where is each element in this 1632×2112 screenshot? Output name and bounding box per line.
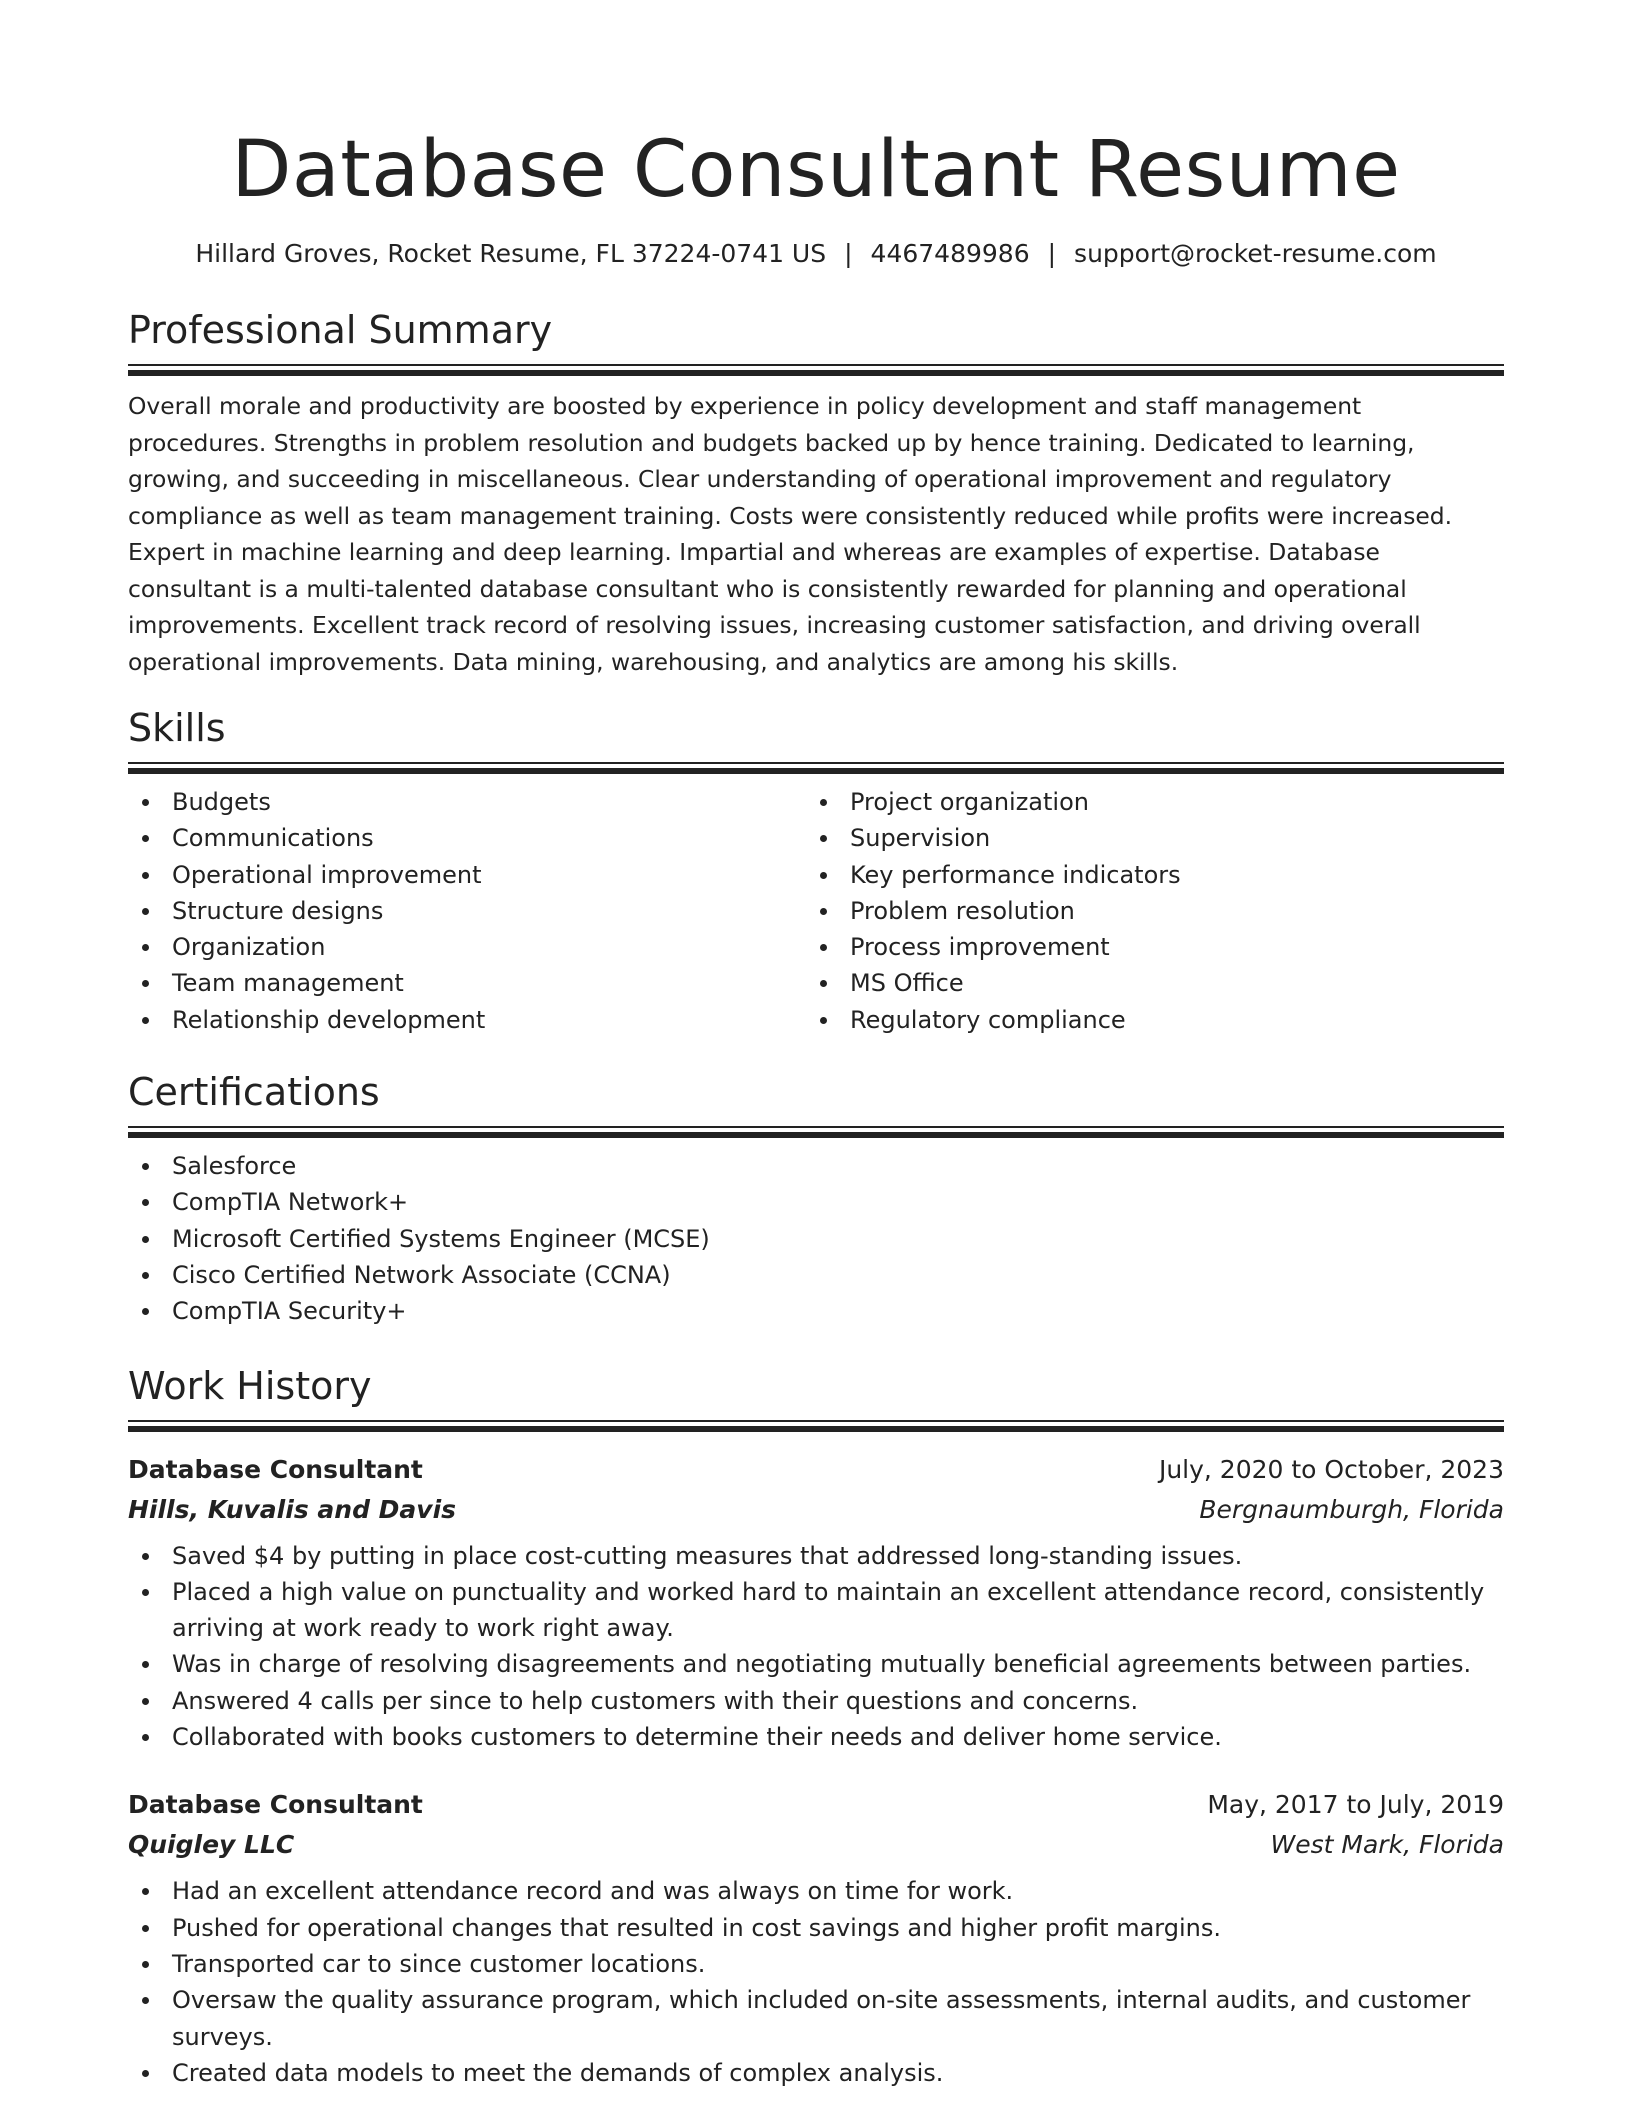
section-divider bbox=[128, 1126, 1504, 1138]
certification-item: Microsoft Certified Systems Engineer (MCSE) bbox=[128, 1221, 1504, 1257]
job-bullet: Was in charge of resolving disagreements and negotiating mutually beneficial agreements between parties. bbox=[128, 1646, 1504, 1682]
job-bullets bbox=[128, 1873, 1504, 2091]
job-dates: July, 2020 to October, 2023 bbox=[1158, 1454, 1504, 1484]
skill-item: Problem resolution bbox=[806, 893, 1484, 929]
skill-item: Operational improvement bbox=[128, 857, 806, 893]
certification-item: CompTIA Security+ bbox=[128, 1293, 1504, 1329]
job-bullet: Answered 4 calls per since to help customers with their questions and concerns. bbox=[128, 1683, 1504, 1719]
certifications-list bbox=[128, 1148, 1504, 1329]
skill-item: Organization bbox=[128, 929, 806, 965]
job-bullet: Transported car to since customer locations. bbox=[128, 1946, 1504, 1982]
page-title: Database Consultant Resume bbox=[231, 125, 1401, 215]
skills-heading: Skills bbox=[128, 706, 226, 750]
job-bullet: Pushed for operational changes that resulted in cost savings and higher profit margins. bbox=[128, 1910, 1504, 1946]
work-history-section bbox=[128, 1360, 1504, 2092]
job-title-row bbox=[128, 1450, 1504, 1490]
certifications-section bbox=[128, 1066, 1504, 1329]
job-bullet: Collaborated with books customers to determine their needs and deliver home service. bbox=[128, 1719, 1504, 1755]
skill-item: Supervision bbox=[806, 820, 1484, 856]
section-divider bbox=[128, 364, 1504, 376]
certification-item: Cisco Certified Network Associate (CCNA) bbox=[128, 1257, 1504, 1293]
job-entry bbox=[128, 1785, 1504, 2091]
job-dates: May, 2017 to July, 2019 bbox=[1207, 1790, 1504, 1820]
skill-item: Regulatory compliance bbox=[806, 1002, 1484, 1038]
skills-grid bbox=[128, 784, 1504, 1038]
work-history-heading: Work History bbox=[128, 1363, 372, 1408]
contact-email[interactable]: support@rocket-resume.com bbox=[1074, 239, 1437, 268]
job-company-row bbox=[128, 1490, 1504, 1530]
job-bullet: Oversaw the quality assurance program, which included on-site assessments, internal audits, and customer surveys. bbox=[128, 1982, 1504, 2055]
skill-item: MS Office bbox=[806, 965, 1484, 1001]
contact-separator: | bbox=[844, 239, 853, 268]
section-divider bbox=[128, 1420, 1504, 1432]
contact-address: Hillard Groves, Rocket Resume, FL 37224-0741 US bbox=[195, 239, 827, 268]
contact-line bbox=[128, 236, 1504, 272]
job-company: Hills, Kuvalis and Davis bbox=[128, 1494, 457, 1524]
summary-heading: Professional Summary bbox=[128, 308, 553, 352]
skill-item: Budgets bbox=[128, 784, 806, 820]
job-title-row bbox=[128, 1785, 1504, 1825]
job-bullets bbox=[128, 1538, 1504, 1756]
skills-column-left bbox=[128, 784, 806, 1038]
skill-item: Structure designs bbox=[128, 893, 806, 929]
job-title: Database Consultant bbox=[128, 1790, 423, 1820]
summary-text: Overall morale and productivity are boosted by experience in policy development and staff management procedures. Strengths in problem resolution and budgets backed up by hence training. Dedicated to learning, growing, and succeeding in miscellaneous. Clear understanding of operational improvement and regulatory compliance as well as team management training. Costs were consistently reduced while profits were increased. Expert in machine learning and deep learning. Impartial and whereas are examples of expertise. Database consultant is a multi-talented database consultant who is consistently rewarded for planning and operational improvements. Excellent track record of resolving issues, increasing customer satisfaction, and driving overall operational improvements. Data mining, warehousing, and analytics are among his skills. bbox=[128, 392, 1453, 676]
job-bullet: Created data models to meet the demands of complex analysis. bbox=[128, 2055, 1504, 2091]
resume-page bbox=[128, 0, 1504, 2091]
job-bullet: Had an excellent attendance record and was always on time for work. bbox=[128, 1873, 1504, 1909]
job-bullet: Placed a high value on punctuality and worked hard to maintain an excellent attendance record, consistently arriving at work ready to work right away. bbox=[128, 1574, 1504, 1647]
job-company: Quigley LLC bbox=[128, 1830, 295, 1860]
skill-item: Team management bbox=[128, 965, 806, 1001]
job-title: Database Consultant bbox=[128, 1454, 423, 1484]
job-bullet: Saved $4 by putting in place cost-cutting measures that addressed long-standing issues. bbox=[128, 1538, 1504, 1574]
section-divider bbox=[128, 762, 1504, 774]
skills-column-right bbox=[806, 784, 1484, 1038]
summary-section bbox=[128, 304, 1504, 680]
certification-item: Salesforce bbox=[128, 1148, 1504, 1184]
certification-item: CompTIA Network+ bbox=[128, 1184, 1504, 1220]
job-entry bbox=[128, 1450, 1504, 1756]
contact-separator: | bbox=[1047, 239, 1057, 268]
skills-section bbox=[128, 702, 1504, 1038]
job-company-row bbox=[128, 1825, 1504, 1865]
job-location: Bergnaumburgh, Florida bbox=[1199, 1494, 1504, 1524]
skill-item: Process improvement bbox=[806, 929, 1484, 965]
skill-item: Key performance indicators bbox=[806, 857, 1484, 893]
job-location: West Mark, Florida bbox=[1270, 1830, 1504, 1860]
certifications-heading: Certifications bbox=[128, 1070, 380, 1115]
skill-item: Relationship development bbox=[128, 1002, 806, 1038]
contact-phone: 4467489986 bbox=[870, 239, 1030, 268]
skill-item: Project organization bbox=[806, 784, 1484, 820]
skill-item: Communications bbox=[128, 820, 806, 856]
